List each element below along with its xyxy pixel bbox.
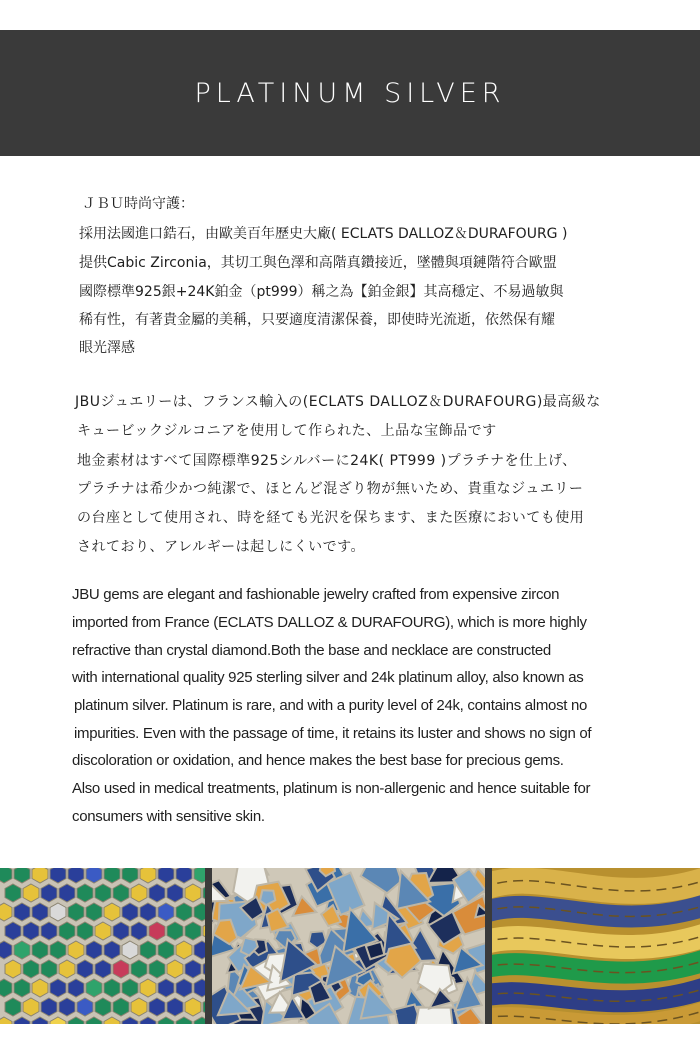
text-line: キュービックジルコニアを使用して作られた、上品な宝飾品です [77,423,497,439]
text-line: 眼光澤感 [79,340,135,356]
page-title: PLATINUM SILVER [194,77,506,109]
text-line: 稀有性，有著貴金屬的美稱，只要適度清潔保養，即使時光流逝，依然保有耀 [79,312,555,328]
text-line: JBUジュエリーは、フランス輸入の(ECLATS DALLOZ＆DURAFOURG)最高級な [75,394,601,410]
text-line: されており、アレルギーは起しにくいです。 [77,539,365,555]
text-line: consumers with sensitive skin. [72,808,265,825]
text-line: ＪＢＵ時尚守護： [82,196,194,212]
mosaic-hexagon-image [0,868,205,1024]
mosaic-stained-glass-image [492,868,700,1024]
mosaic-broken-tile-image [212,868,485,1024]
text-line: 國際標準925銀+24K鉑金（pt999）稱之為【鉑金銀】其高穩定、不易過敏與 [79,284,564,300]
text-line: プラチナは希少かつ純潔で、ほとんど混ざり物が無いため、貴重なジュエリー [77,481,584,497]
text-line: 地金素材はすべて国際標準925シルバーに24K( PT999 )プラチナを仕上げ、 [77,453,577,469]
text-line: 提供Cabic Zirconia，其切工與色澤和高階真鑽接近，墜體與項鏈階符合歐盟 [79,255,557,271]
text-line: with international quality 925 sterling silver and 24k platinum alloy, also known as [72,669,584,686]
text-line: discoloration or oxidation, and hence makes the best base for precious gems. [72,752,564,769]
mosaic-image-strip [0,868,700,1024]
text-line: imported from France (ECLATS DALLOZ & DURAFOURG), which is more highly [72,614,587,631]
text-line: platinum silver. Platinum is rare, and with a purity level of 24k, contains almost no [74,697,588,714]
title-banner [0,30,700,156]
text-line: refractive than crystal diamond.Both the base and necklace are constructed [72,642,551,659]
text-line: JBU gems are elegant and fashionable jewelry crafted from expensive zircon [72,586,560,603]
text-line: impurities. Even with the passage of time, it retains its luster and shows no sign of [74,725,592,742]
text-line: 採用法國進口鋯石，由歐美百年歷史大廠( ECLATS DALLOZ＆DURAFOURG ) [79,226,568,242]
text-line: Also used in medical treatments, platinum is non-allergenic and hence suitable for [72,780,591,797]
text-line: の台座として使用され、時を経ても光沢を保ちます、また医療においても使用 [77,510,585,526]
